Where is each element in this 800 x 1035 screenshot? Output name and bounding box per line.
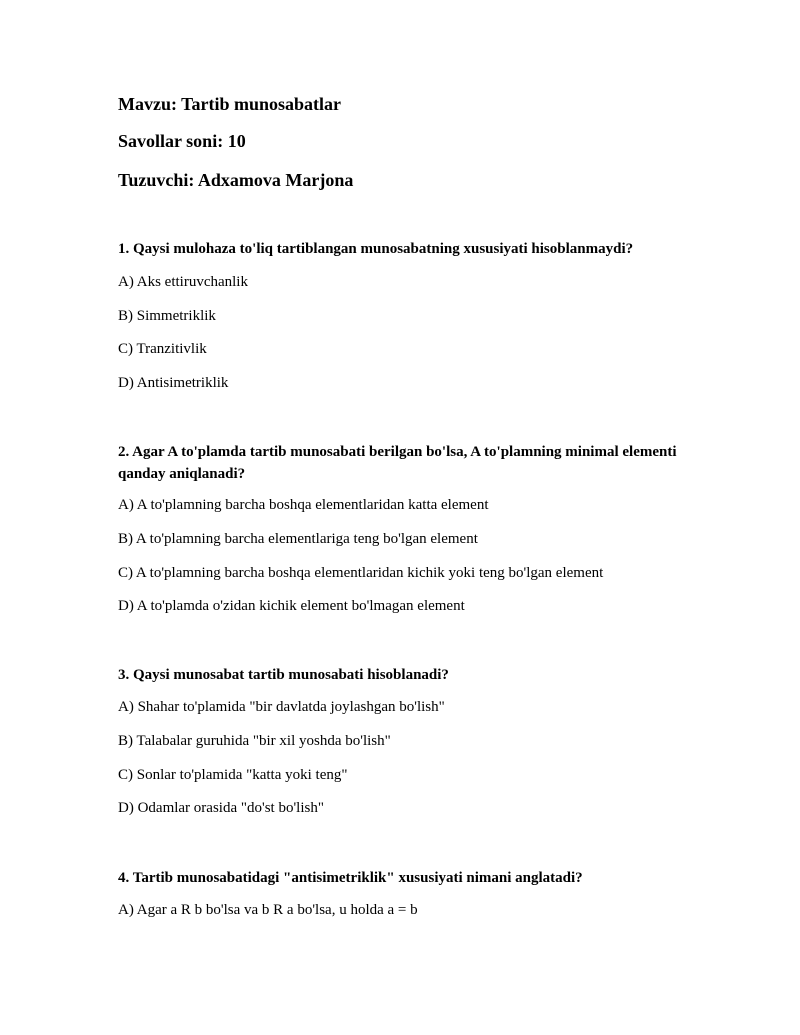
- question-2-option-a: A) A to'plamning barcha boshqa elementlaridan katta element: [118, 497, 489, 513]
- question-1-option-c: C) Tranzitivlik: [118, 341, 207, 357]
- question-1-option-d: D) Antisimetriklik: [118, 375, 229, 391]
- topic-heading: Mavzu: Tartib munosabatlar: [118, 94, 342, 114]
- question-2-option-b: B) A to'plamning barcha elementlariga teng bo'lgan element: [118, 531, 478, 547]
- question-3-option-d: D) Odamlar orasida "do'st bo'lish": [118, 800, 324, 816]
- question-1-option-b: B) Simmetriklik: [118, 308, 216, 324]
- question-2-title: 2. Agar A to'plamda tartib munosabati berilgan bo'lsa, A to'plamning minimal elementi qanday aniqlanadi?: [118, 444, 677, 482]
- question-4-option-a: A) Agar a R b bo'lsa va b R a bo'lsa, u holda a = b: [118, 902, 418, 918]
- question-3-title: 3. Qaysi munosabat tartib munosabati hisoblanadi?: [118, 667, 449, 683]
- question-1-title: 1. Qaysi mulohaza to'liq tartiblangan munosabatning xususiyati hisoblanmaydi?: [118, 241, 634, 257]
- question-2-option-d: D) A to'plamda o'zidan kichik element bo'lmagan element: [118, 598, 465, 614]
- question-4-title: 4. Tartib munosabatidagi "antisimetriklik" xususiyati nimani anglatadi?: [118, 870, 583, 886]
- question-3-option-b: B) Talabalar guruhida "bir xil yoshda bo'lish": [118, 733, 391, 749]
- author-line: Tuzuvchi: Adxamova Marjona: [118, 170, 354, 190]
- question-2-option-c: C) A to'plamning barcha boshqa elementlaridan kichik yoki teng bo'lgan element: [118, 565, 604, 581]
- question-count: Savollar soni: 10: [118, 131, 246, 151]
- question-3-option-c: C) Sonlar to'plamida "katta yoki teng": [118, 767, 348, 783]
- question-3-option-a: A) Shahar to'plamida "bir davlatda joylashgan bo'lish": [118, 699, 445, 715]
- question-1-option-a: A) Aks ettiruvchanlik: [118, 274, 248, 290]
